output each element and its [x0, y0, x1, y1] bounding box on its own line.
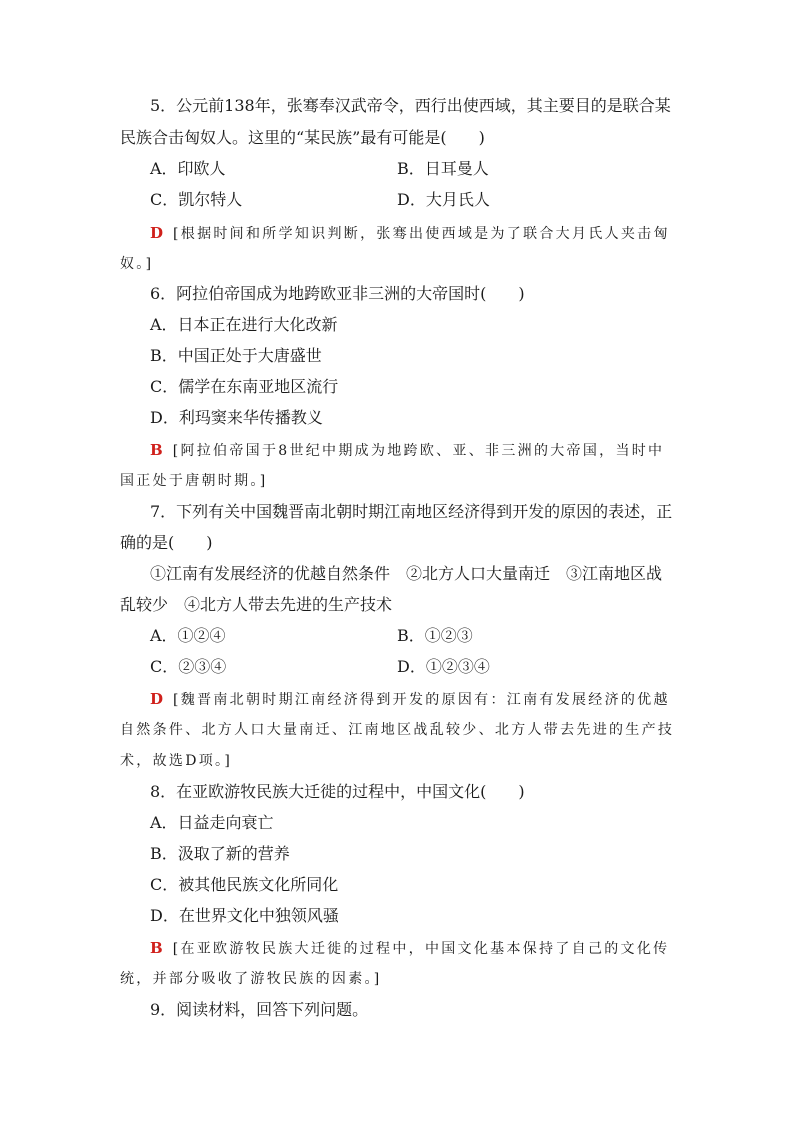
q8-stem-line-1: 8．在亚欧游牧民族大迁徙的过程中，中国文化( ) [150, 782, 525, 801]
q5-option-c: C．凯尔特人 [150, 190, 243, 209]
q6-option-b: B．中国正处于大唐盛世 [150, 346, 322, 365]
q6-option-c: C．儒学在东南亚地区流行 [150, 377, 339, 396]
q8-option-a: A．日益走向衰亡 [150, 813, 274, 832]
q8-answer-line-1 [150, 938, 710, 959]
q7-explanation-3: 术，故选D项。] [120, 753, 233, 769]
q8-explanation-1: [在亚欧游牧民族大迁徙的过程中，中国文化基本保持了自己的文化传 [172, 941, 670, 957]
q8-answer-letter: B [150, 939, 163, 957]
q6-option-a: A．日本正在进行大化改新 [150, 315, 338, 334]
q7-option-a: A．①②④ [150, 626, 226, 645]
q7-answer-line-1 [150, 689, 710, 710]
q7-items-line-1: ①江南有发展经济的优越自然条件 ②北方人口大量南迁 ③江南地区战 [150, 564, 663, 583]
q6-answer-letter: B [150, 441, 163, 459]
q5-explanation-1: [根据时间和所学知识判断，张骞出使西域是为了联合大月氏人夹击匈 [173, 226, 670, 242]
q7-items-line-2: 乱较少 ④北方人带去先进的生产技术 [120, 595, 393, 614]
q6-stem-line-1: 6．阿拉伯帝国成为地跨欧亚非三洲的大帝国时( ) [150, 284, 525, 303]
q5-stem-line-2: 民族合击匈奴人。这里的“某民族”最有可能是( ) [120, 128, 485, 147]
q7-option-d: D．①②③④ [397, 657, 490, 676]
q5-answer-line-1 [150, 223, 710, 244]
q6-answer-line-1 [150, 440, 710, 461]
q5-explanation-2: 奴。] [120, 256, 154, 272]
q5-option-b: B．日耳曼人 [397, 159, 489, 178]
q7-option-b: B．①②③ [397, 626, 473, 645]
q7-answer-letter: D [150, 690, 164, 708]
q5-option-d: D．大月氏人 [397, 190, 490, 209]
q6-option-d: D．利玛窦来华传播教义 [150, 408, 323, 427]
q7-explanation-2: 自然条件、北方人口大量南迁、江南地区战乱较少、北方人带去先进的生产技 [120, 722, 675, 738]
q7-stem-line-2: 确的是( ) [120, 533, 213, 552]
q7-explanation-1: [魏晋南北朝时期江南经济得到开发的原因有：江南有发展经济的优越 [173, 692, 670, 708]
q5-answer-letter: D [150, 224, 164, 242]
q9-stem-line-1: 9．阅读材料，回答下列问题。 [150, 1000, 369, 1019]
q6-explanation-1: [阿拉伯帝国于8世纪中期成为地跨欧、亚、非三洲的大帝国，当时中 [172, 443, 665, 459]
q5-stem-line-1: 5．公元前138年，张骞奉汉武帝令，西行出使西域，其主要目的是联合某 [150, 96, 671, 115]
q5-option-a: A．印欧人 [150, 159, 226, 178]
q8-option-b: B．汲取了新的营养 [150, 844, 290, 863]
q7-option-c: C．②③④ [150, 657, 227, 676]
q6-explanation-2: 国正处于唐朝时期。] [120, 473, 268, 489]
q7-stem-line-1: 7．下列有关中国魏晋南北朝时期江南地区经济得到开发的原因的表述，正 [150, 502, 673, 521]
q8-option-c: C．被其他民族文化所同化 [150, 875, 339, 894]
q8-explanation-2: 统，并部分吸收了游牧民族的因素。] [120, 971, 382, 987]
q8-option-d: D．在世界文化中独领风骚 [150, 906, 339, 925]
